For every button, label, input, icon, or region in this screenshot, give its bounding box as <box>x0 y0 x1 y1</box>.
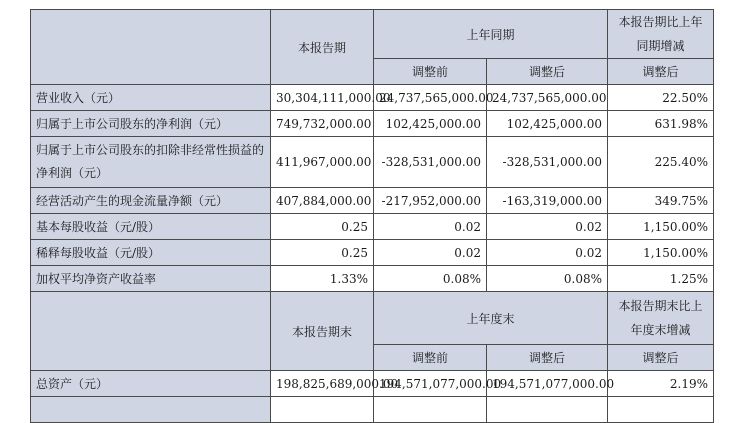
row-label: 稀释每股收益（元/股） <box>31 240 271 266</box>
row-label: 归属于上市公司股东的扣除非经常性损益的净利润（元） <box>31 137 271 188</box>
table-row <box>31 266 714 292</box>
header2-blank <box>31 292 271 371</box>
row-change: 22.50% <box>608 85 714 111</box>
header2-current: 本报告期末 <box>271 292 374 371</box>
row-current: 749,732,000.00 <box>271 111 374 137</box>
header2-prior-group: 上年度末 <box>374 292 608 345</box>
table-row <box>31 137 714 188</box>
header1-sub-before: 调整前 <box>374 59 487 85</box>
header2-sub-change: 调整后 <box>608 345 714 371</box>
header1-top-row <box>31 10 714 59</box>
row-after: 102,425,000.00 <box>487 111 608 137</box>
row-current: 411,967,000.00 <box>271 137 374 188</box>
row-current: 30,304,111,000.00 <box>271 85 374 111</box>
row-change: 1,150.00% <box>608 240 714 266</box>
row-label: 基本每股收益（元/股） <box>31 214 271 240</box>
row-current: 407,884,000.00 <box>271 188 374 214</box>
header1-prior-group: 上年同期 <box>374 10 608 59</box>
row-after: -328,531,000.00 <box>487 137 608 188</box>
row-change <box>608 397 714 423</box>
table-row <box>31 214 714 240</box>
row-after: -163,319,000.00 <box>487 188 608 214</box>
header2-change: 本报告期末比上年度末增减 <box>608 292 714 345</box>
row-current: 198,825,689,000.00 <box>271 371 374 397</box>
header2-sub-before: 调整前 <box>374 345 487 371</box>
header1-sub-change: 调整后 <box>608 59 714 85</box>
row-after: 0.02 <box>487 214 608 240</box>
row-current: 0.25 <box>271 240 374 266</box>
row-label: 总资产（元） <box>31 371 271 397</box>
row-label <box>31 397 271 423</box>
row-change: 1,150.00% <box>608 214 714 240</box>
header2-top-row <box>31 292 714 345</box>
financial-data-table <box>30 9 714 423</box>
row-current: 1.33% <box>271 266 374 292</box>
row-before: 102,425,000.00 <box>374 111 487 137</box>
header1-sub-after: 调整后 <box>487 59 608 85</box>
row-after: 0.08% <box>487 266 608 292</box>
row-label: 归属于上市公司股东的净利润（元） <box>31 111 271 137</box>
row-before: -328,531,000.00 <box>374 137 487 188</box>
row-before <box>374 397 487 423</box>
row-before: -217,952,000.00 <box>374 188 487 214</box>
row-label: 经营活动产生的现金流量净额（元） <box>31 188 271 214</box>
table-row <box>31 111 714 137</box>
header1-blank <box>31 10 271 85</box>
row-change: 631.98% <box>608 111 714 137</box>
row-before: 24,737,565,000.00 <box>374 85 487 111</box>
row-before: 194,571,077,000.00 <box>374 371 487 397</box>
header2-sub-after: 调整后 <box>487 345 608 371</box>
row-after: 0.02 <box>487 240 608 266</box>
table-row <box>31 240 714 266</box>
row-label: 营业收入（元） <box>31 85 271 111</box>
table-row <box>31 188 714 214</box>
row-current: 0.25 <box>271 214 374 240</box>
row-before: 0.02 <box>374 240 487 266</box>
table-row-clipped <box>31 397 714 423</box>
row-after: 24,737,565,000.00 <box>487 85 608 111</box>
header1-current: 本报告期 <box>271 10 374 85</box>
row-change: 349.75% <box>608 188 714 214</box>
row-before: 0.08% <box>374 266 487 292</box>
row-label: 加权平均净资产收益率 <box>31 266 271 292</box>
row-after: 194,571,077,000.00 <box>487 371 608 397</box>
table-row <box>31 85 714 111</box>
row-change: 225.40% <box>608 137 714 188</box>
row-current <box>271 397 374 423</box>
table-row <box>31 371 714 397</box>
row-change: 2.19% <box>608 371 714 397</box>
header1-change: 本报告期比上年同期增减 <box>608 10 714 59</box>
row-change: 1.25% <box>608 266 714 292</box>
row-before: 0.02 <box>374 214 487 240</box>
row-after <box>487 397 608 423</box>
